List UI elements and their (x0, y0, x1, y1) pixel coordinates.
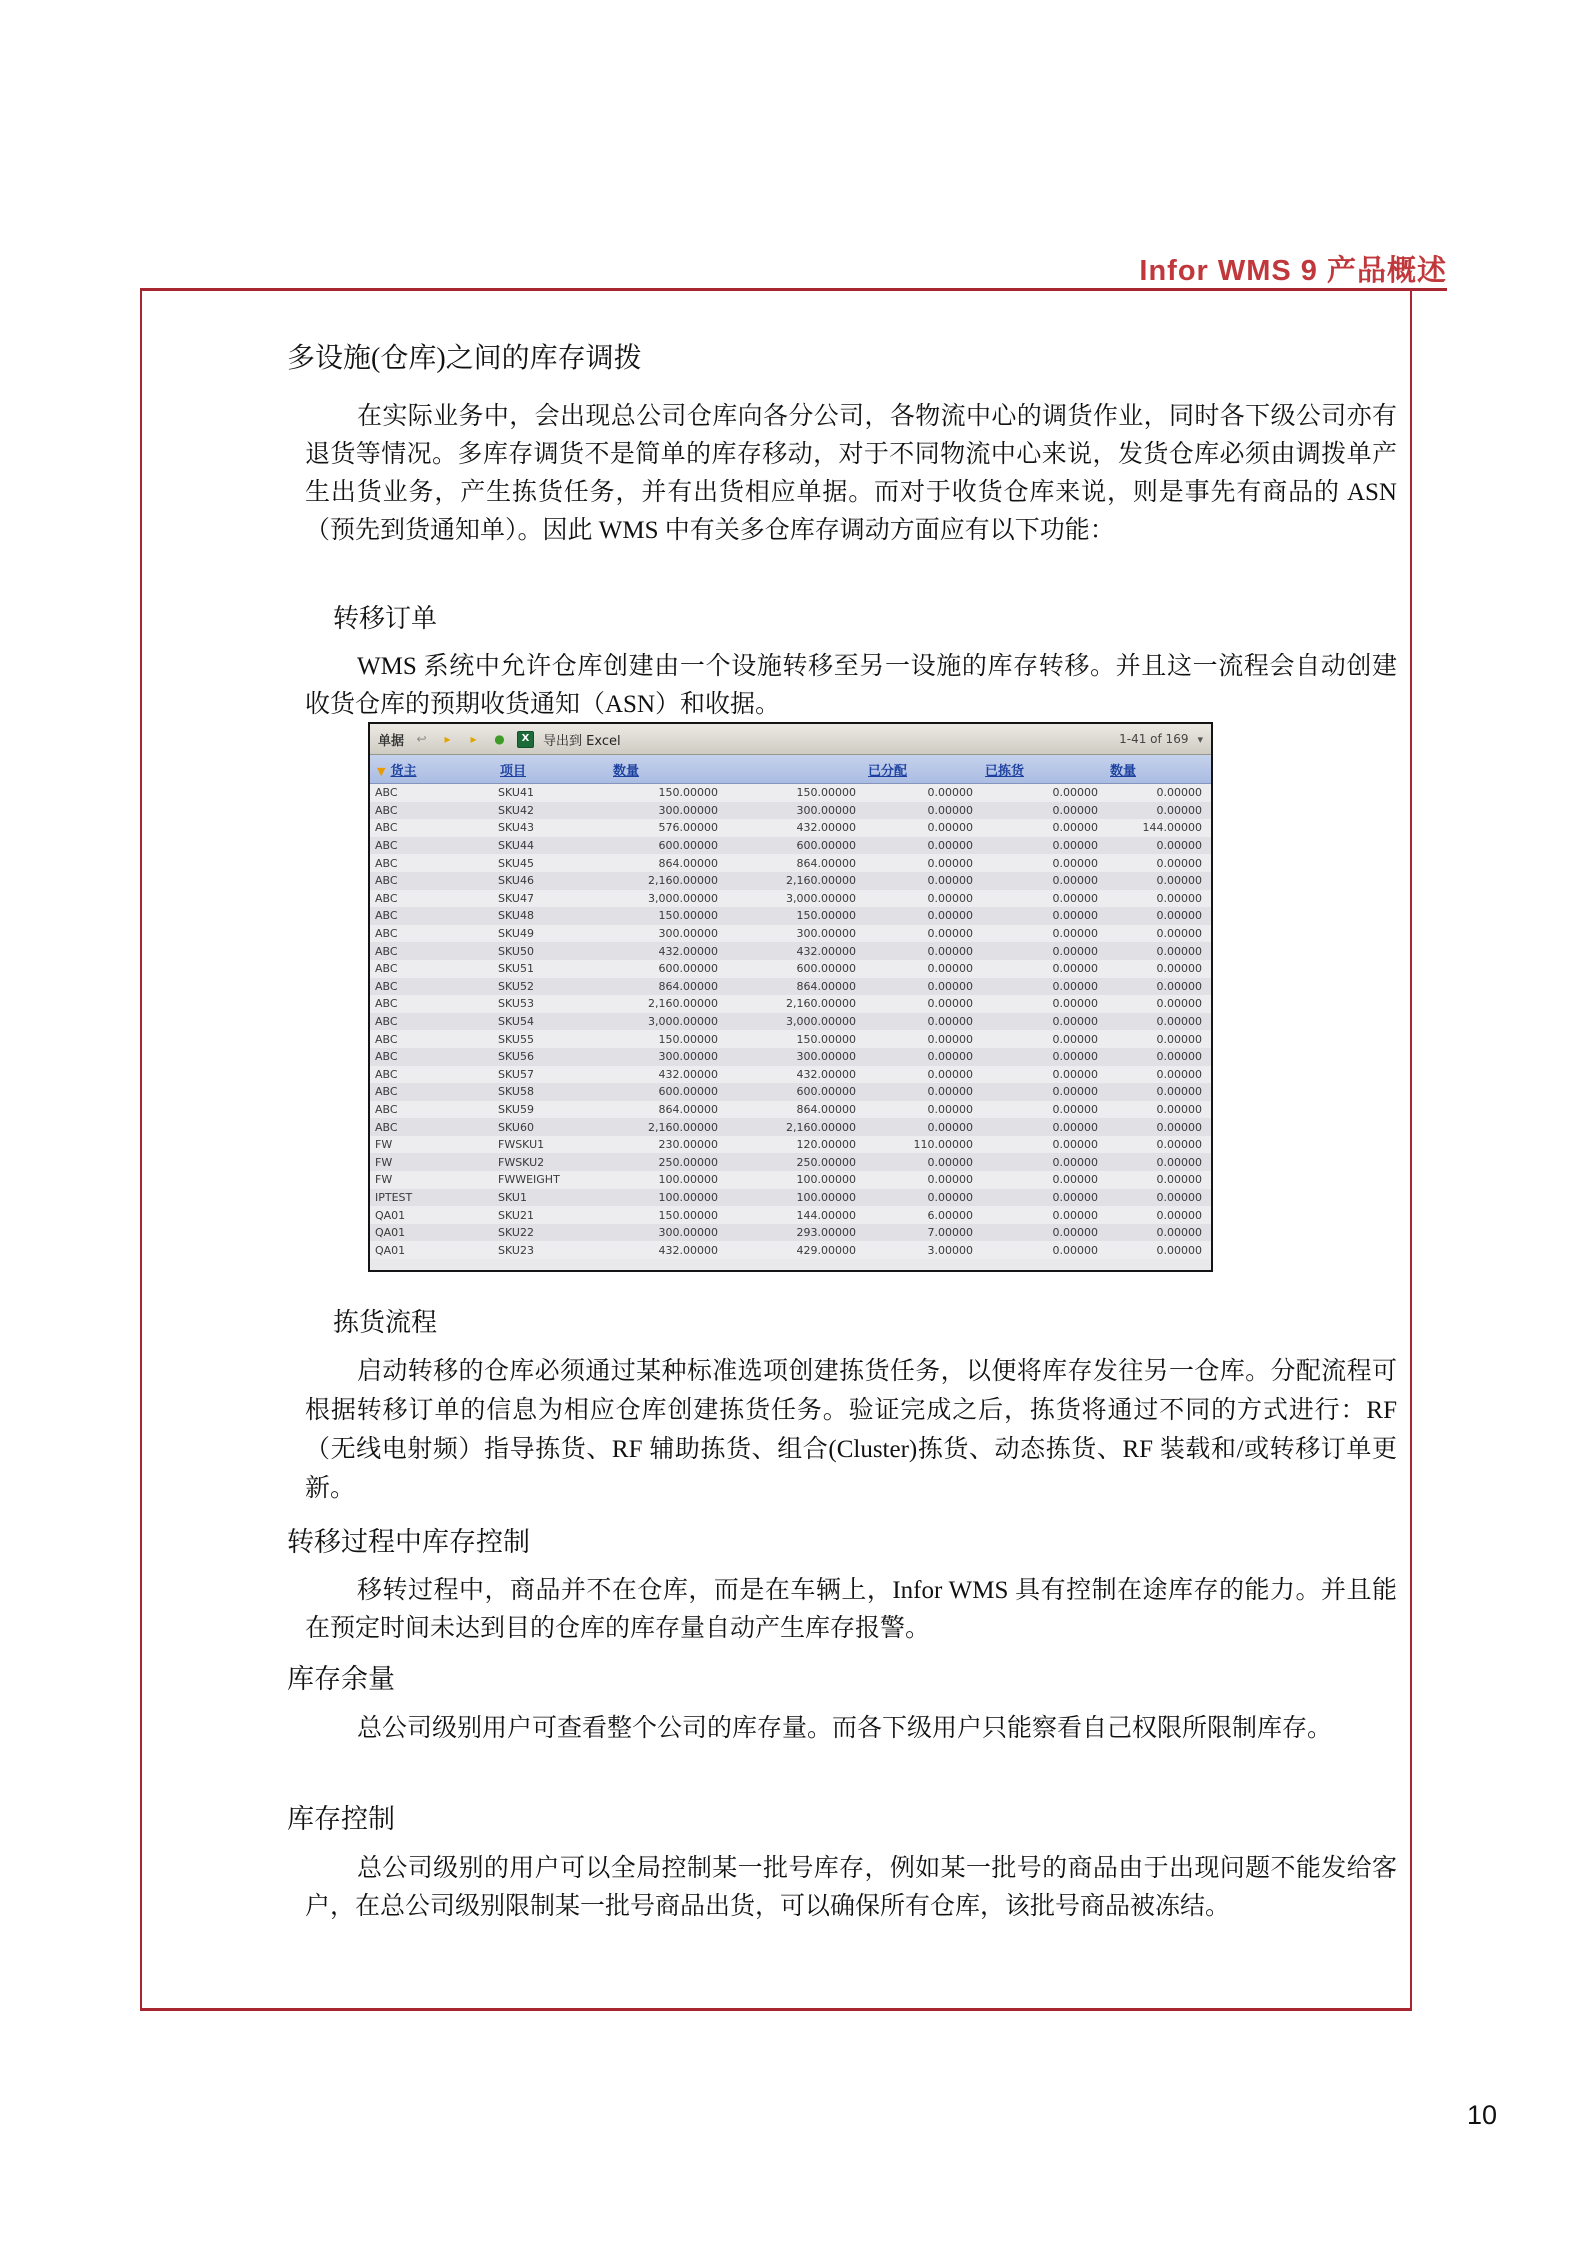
table-row (370, 995, 1211, 1013)
excel-icon: X (517, 731, 534, 748)
table-cell: SKU57 (498, 1067, 534, 1081)
table-cell: 600.00000 (658, 839, 718, 853)
table-row (370, 1013, 1211, 1031)
table-cell: 2,160.00000 (648, 874, 718, 888)
table-cell: ABC (375, 821, 398, 835)
table-cell: 250.00000 (796, 1155, 856, 1169)
table-cell: SKU47 (498, 891, 534, 905)
table-cell: 100.00000 (796, 1173, 856, 1187)
table-cell: 600.00000 (796, 962, 856, 976)
table-cell: 0.00000 (927, 856, 973, 870)
table-cell: 0.00000 (1052, 1032, 1098, 1046)
column-header: ▼ 货主 (377, 763, 417, 779)
page-number: 10 (1466, 2100, 1497, 2130)
table-cell: 0.00000 (927, 1067, 973, 1081)
table-cell: SKU22 (498, 1226, 534, 1240)
table-cell: 0.00000 (1052, 1155, 1098, 1169)
table-cell: 0.00000 (927, 874, 973, 888)
table-cell: ABC (375, 927, 398, 941)
table-cell: QA01 (375, 1208, 406, 1222)
table-cell: 0.00000 (1156, 1173, 1202, 1187)
table-row (370, 837, 1211, 855)
table-cell: 0.00000 (1052, 1085, 1098, 1099)
table-row (370, 925, 1211, 943)
table-cell: 0.00000 (927, 1120, 973, 1134)
table-cell: ABC (375, 909, 398, 923)
table-cell: 300.00000 (796, 803, 856, 817)
table-row (370, 960, 1211, 978)
table-cell: 0.00000 (1052, 891, 1098, 905)
table-cell: 0.00000 (1052, 1102, 1098, 1116)
column-header: 已分配 (868, 763, 908, 779)
table-cell: 150.00000 (658, 909, 718, 923)
table-cell: 864.00000 (796, 856, 856, 870)
table-cell: ABC (375, 1015, 398, 1029)
table-cell: SKU50 (498, 944, 534, 958)
table-cell: 0.00000 (927, 821, 973, 835)
table-cell: 0.00000 (1052, 979, 1098, 993)
table-row (370, 872, 1211, 890)
table-cell: 150.00000 (658, 1032, 718, 1046)
table-cell: SKU56 (498, 1050, 534, 1064)
table-cell: QA01 (375, 1226, 406, 1240)
table-cell: 432.00000 (658, 1067, 718, 1081)
table-cell: SKU44 (498, 839, 534, 853)
table-cell: FW (375, 1155, 393, 1169)
table-cell: 0.00000 (1052, 1190, 1098, 1204)
table-cell: 144.00000 (796, 1208, 856, 1222)
table-cell: FW (375, 1138, 393, 1152)
table-cell: SKU49 (498, 927, 534, 941)
column-header: 数量 (1110, 763, 1137, 779)
table-cell: FW (375, 1173, 393, 1187)
table-cell: 300.00000 (658, 803, 718, 817)
table-row (370, 1083, 1211, 1101)
paragraph-inventory-balance: 总公司级别用户可查看整个公司的库存量。而各下级用户只能察看自己权限所限制库存。 (357, 1715, 1333, 1742)
table-cell: 0.00000 (1156, 1032, 1202, 1046)
table-cell: 0.00000 (1052, 997, 1098, 1011)
table-cell: 432.00000 (796, 1067, 856, 1081)
table-cell: 300.00000 (658, 1226, 718, 1240)
table-cell: 0.00000 (1156, 1050, 1202, 1064)
table-cell: 150.00000 (796, 909, 856, 923)
table-cell: SKU53 (498, 997, 534, 1011)
table-row (370, 890, 1211, 908)
table-cell: ABC (375, 1050, 398, 1064)
table-cell: 0.00000 (1052, 909, 1098, 923)
filter-funnel-icon: ▼ (377, 764, 386, 778)
table-cell: 864.00000 (796, 1102, 856, 1116)
table-cell: 0.00000 (1052, 1015, 1098, 1029)
table-cell: SKU46 (498, 874, 534, 888)
table-cell: ABC (375, 839, 398, 853)
table-cell: 0.00000 (927, 962, 973, 976)
table-cell: 0.00000 (1052, 856, 1098, 870)
table-cell: 3.00000 (927, 1243, 973, 1257)
table-row (370, 802, 1211, 820)
table-cell: 2,160.00000 (786, 1120, 856, 1134)
table-row (370, 1030, 1211, 1048)
table-cell: 0.00000 (1052, 962, 1098, 976)
table-cell: 150.00000 (658, 786, 718, 800)
table-cell: SKU45 (498, 856, 534, 870)
table-cell: 0.00000 (1156, 1226, 1202, 1240)
table-cell: 432.00000 (796, 821, 856, 835)
table-cell: 0.00000 (1052, 1173, 1098, 1187)
table-cell: 0.00000 (1156, 1190, 1202, 1204)
table-row (370, 1101, 1211, 1119)
paragraph-transfer-order: WMS 系统中允许仓库创建由一个设施转移至另一设施的库存转移。并且这一流程会自动创建收货仓库的预期收货通知（ASN）和收据。 (305, 653, 1397, 718)
table-cell: 150.00000 (658, 1208, 718, 1222)
table-cell: 0.00000 (927, 979, 973, 993)
table-row (370, 854, 1211, 872)
subheading-picking-flow: 拣货流程 (333, 1308, 438, 1337)
table-cell: ABC (375, 803, 398, 817)
table-cell: 0.00000 (1156, 874, 1202, 888)
table-cell: FWWEIGHT (498, 1173, 560, 1187)
table-cell: 0.00000 (1052, 1138, 1098, 1152)
table-cell: 576.00000 (658, 821, 718, 835)
table-cell: 0.00000 (927, 839, 973, 853)
table-cell: 0.00000 (1052, 944, 1098, 958)
table-row (370, 1241, 1211, 1259)
table-cell: SKU55 (498, 1032, 534, 1046)
table-cell: 0.00000 (927, 803, 973, 817)
table-cell: ABC (375, 856, 398, 870)
table-cell: 0.00000 (927, 1190, 973, 1204)
table-cell: IPTEST (375, 1190, 413, 1204)
table-cell: 293.00000 (796, 1226, 856, 1240)
table-row (370, 1153, 1211, 1171)
table-cell: 3,000.00000 (648, 891, 718, 905)
table-cell: 864.00000 (796, 979, 856, 993)
column-header: 数量 (613, 763, 640, 779)
table-cell: SKU60 (498, 1120, 534, 1134)
table-cell: 0.00000 (1156, 1208, 1202, 1222)
back-icon: ↩ (416, 732, 427, 746)
heading-in-transit-control: 转移过程中库存控制 (287, 1527, 530, 1557)
toolbar-tab-label: 单据 (378, 733, 405, 749)
table-cell: ABC (375, 979, 398, 993)
table-cell: 0.00000 (927, 1032, 973, 1046)
table-cell: SKU54 (498, 1015, 534, 1029)
table-cell: SKU59 (498, 1102, 534, 1116)
table-cell: 0.00000 (927, 786, 973, 800)
table-cell: 0.00000 (927, 1015, 973, 1029)
subheading-transfer-order: 转移订单 (333, 604, 438, 633)
prev-arrow-icon: ▸ (444, 732, 451, 746)
table-cell: 0.00000 (1156, 1067, 1202, 1081)
table-cell: 0.00000 (1156, 1155, 1202, 1169)
table-cell: ABC (375, 891, 398, 905)
grid-header-row (370, 755, 1211, 784)
wms-screenshot (368, 722, 1213, 1272)
table-cell: 0.00000 (1052, 927, 1098, 941)
column-header: 已拣货 (985, 763, 1025, 779)
table-cell: 0.00000 (1156, 1015, 1202, 1029)
table-cell: 100.00000 (658, 1190, 718, 1204)
table-cell: 0.00000 (927, 909, 973, 923)
table-cell: 100.00000 (796, 1190, 856, 1204)
table-cell: 0.00000 (1052, 803, 1098, 817)
table-cell: FWSKU2 (498, 1155, 545, 1169)
table-cell: 0.00000 (1052, 1050, 1098, 1064)
table-cell: 110.00000 (913, 1138, 973, 1152)
table-cell: 0.00000 (1156, 1120, 1202, 1134)
table-cell: 864.00000 (658, 856, 718, 870)
table-cell: 300.00000 (796, 927, 856, 941)
table-cell: 0.00000 (1052, 874, 1098, 888)
table-cell: SKU42 (498, 803, 534, 817)
page-header-title: Infor WMS 9 产品概述 (1139, 255, 1447, 287)
table-cell: 600.00000 (658, 1085, 718, 1099)
go-icon: ● (494, 732, 505, 746)
table-cell: 0.00000 (927, 927, 973, 941)
table-cell: ABC (375, 1085, 398, 1099)
table-cell: FWSKU1 (498, 1138, 545, 1152)
table-cell: ABC (375, 786, 398, 800)
section-title: 多设施(仓库)之间的库存调拨 (287, 343, 642, 374)
table-cell: SKU52 (498, 979, 534, 993)
table-cell: SKU41 (498, 786, 534, 800)
table-cell: 0.00000 (1052, 839, 1098, 853)
table-cell: 0.00000 (1052, 1120, 1098, 1134)
heading-inventory-balance: 库存余量 (287, 1664, 395, 1694)
table-cell: SKU43 (498, 821, 534, 835)
table-cell: 150.00000 (796, 1032, 856, 1046)
table-cell: 864.00000 (658, 979, 718, 993)
table-cell: 100.00000 (658, 1173, 718, 1187)
table-cell: 150.00000 (796, 786, 856, 800)
table-cell: 0.00000 (1156, 909, 1202, 923)
table-row (370, 1206, 1211, 1224)
table-cell: 0.00000 (1052, 1243, 1098, 1257)
table-row (370, 1066, 1211, 1084)
table-row (370, 819, 1211, 837)
paragraph-picking-flow: 启动转移的仓库必须通过某种标准选项创建拣货任务，以便将库存发往另一仓库。分配流程可根据转移订单的信息为相应仓库创建拣货任务。验证完成之后，拣货将通过不同的方式进行：RF（无线电射频）指导拣货、RF 辅助拣货、组合(Cluster)拣货、动态拣货、RF 装载和/或转移订单更新。 (305, 1358, 1397, 1502)
table-cell: ABC (375, 874, 398, 888)
table-cell: 2,160.00000 (786, 997, 856, 1011)
paragraph-in-transit-control: 移转过程中，商品并不在仓库，而是在车辆上，Infor WMS 具有控制在途库存的能力。并且能在预定时间未达到目的仓库的库存量自动产生库存报警。 (305, 1577, 1397, 1642)
table-cell: 0.00000 (1156, 979, 1202, 993)
table-cell: 0.00000 (1052, 786, 1098, 800)
paragraph-inventory-control: 总公司级别的用户可以全局控制某一批号库存，例如某一批号的商品由于出现问题不能发给客户，在总公司级别限制某一批号商品出货，可以确保所有仓库，该批号商品被冻结。 (305, 1855, 1397, 1920)
table-cell: 0.00000 (927, 1155, 973, 1169)
table-row (370, 942, 1211, 960)
table-cell: SKU51 (498, 962, 534, 976)
table-cell: 0.00000 (927, 997, 973, 1011)
table-cell: 0.00000 (1156, 997, 1202, 1011)
table-cell: 432.00000 (658, 944, 718, 958)
table-cell: 0.00000 (1156, 944, 1202, 958)
table-cell: 2,160.00000 (786, 874, 856, 888)
table-row (370, 784, 1211, 802)
table-cell: SKU21 (498, 1208, 534, 1222)
table-row (370, 1189, 1211, 1207)
pager-caret-icon: ▾ (1197, 732, 1203, 746)
screenshot-toolbar (370, 724, 1211, 755)
table-cell: ABC (375, 1032, 398, 1046)
table-cell: 0.00000 (1052, 1067, 1098, 1081)
table-cell: 6.00000 (927, 1208, 973, 1222)
table-cell: 7.00000 (927, 1226, 973, 1240)
table-cell: 230.00000 (658, 1138, 718, 1152)
table-cell: 429.00000 (796, 1243, 856, 1257)
table-cell: 300.00000 (658, 927, 718, 941)
table-cell: 600.00000 (796, 1085, 856, 1099)
table-cell: 0.00000 (1156, 786, 1202, 800)
table-cell: 0.00000 (1156, 839, 1202, 853)
table-cell: 0.00000 (1156, 1243, 1202, 1257)
table-cell: 144.00000 (1142, 821, 1202, 835)
table-cell: 3,000.00000 (786, 891, 856, 905)
table-row (370, 978, 1211, 996)
table-cell: QA01 (375, 1243, 406, 1257)
table-cell: 0.00000 (927, 891, 973, 905)
table-cell: 2,160.00000 (648, 1120, 718, 1134)
table-row (370, 1048, 1211, 1066)
column-header: 项目 (500, 763, 527, 779)
table-cell: 0.00000 (1156, 803, 1202, 817)
paragraph-intro: 在实际业务中，会出现总公司仓库向各分公司，各物流中心的调货作业，同时各下级公司亦有退货等情况。多库存调货不是简单的库存移动，对于不同物流中心来说，发货仓库必须由调拨单产生出货业务，产生拣货任务，并有出货相应单据。而对于收货仓库来说，则是事先有商品的 ASN（预先到货通知单）。因此 WMS 中有关多仓库存调动方面应有以下功能： (305, 403, 1397, 544)
table-cell: ABC (375, 1120, 398, 1134)
table-cell: 0.00000 (1156, 1102, 1202, 1116)
table-row (370, 1136, 1211, 1154)
table-row (370, 1171, 1211, 1189)
table-cell: 0.00000 (1156, 891, 1202, 905)
table-cell: 0.00000 (1052, 1208, 1098, 1222)
table-cell: 0.00000 (1052, 821, 1098, 835)
next-arrow-icon: ▸ (470, 732, 477, 746)
table-cell: 2,160.00000 (648, 997, 718, 1011)
table-cell: 0.00000 (927, 1085, 973, 1099)
table-row (370, 1224, 1211, 1242)
table-cell: SKU23 (498, 1243, 534, 1257)
table-cell: 0.00000 (1156, 927, 1202, 941)
table-cell: 0.00000 (927, 1173, 973, 1187)
table-cell: 0.00000 (1052, 1226, 1098, 1240)
table-cell: ABC (375, 1102, 398, 1116)
table-cell: ABC (375, 944, 398, 958)
pager-label: 1-41 of 169 (1119, 732, 1189, 746)
table-row (370, 1118, 1211, 1136)
table-cell: 300.00000 (658, 1050, 718, 1064)
table-cell: SKU1 (498, 1190, 527, 1204)
table-cell: 0.00000 (1156, 856, 1202, 870)
table-cell: 432.00000 (658, 1243, 718, 1257)
table-cell: 0.00000 (927, 944, 973, 958)
table-cell: ABC (375, 997, 398, 1011)
table-row (370, 907, 1211, 925)
table-cell: 0.00000 (1156, 1138, 1202, 1152)
table-cell: 0.00000 (927, 1102, 973, 1116)
export-to-excel-label: 导出到 Excel (543, 733, 621, 749)
table-cell: 120.00000 (796, 1138, 856, 1152)
heading-inventory-control: 库存控制 (287, 1804, 395, 1834)
table-cell: ABC (375, 962, 398, 976)
table-cell: SKU58 (498, 1085, 534, 1099)
table-cell: 0.00000 (927, 1050, 973, 1064)
table-cell: 0.00000 (1156, 962, 1202, 976)
table-cell: 0.00000 (1156, 1085, 1202, 1099)
table-cell: 300.00000 (796, 1050, 856, 1064)
table-cell: 600.00000 (658, 962, 718, 976)
table-cell: 600.00000 (796, 839, 856, 853)
table-cell: 432.00000 (796, 944, 856, 958)
table-cell: 250.00000 (658, 1155, 718, 1169)
table-cell: 3,000.00000 (648, 1015, 718, 1029)
table-cell: ABC (375, 1067, 398, 1081)
grid-body (370, 784, 1211, 1259)
table-cell: SKU48 (498, 909, 534, 923)
table-cell: 3,000.00000 (786, 1015, 856, 1029)
table-cell: 864.00000 (658, 1102, 718, 1116)
